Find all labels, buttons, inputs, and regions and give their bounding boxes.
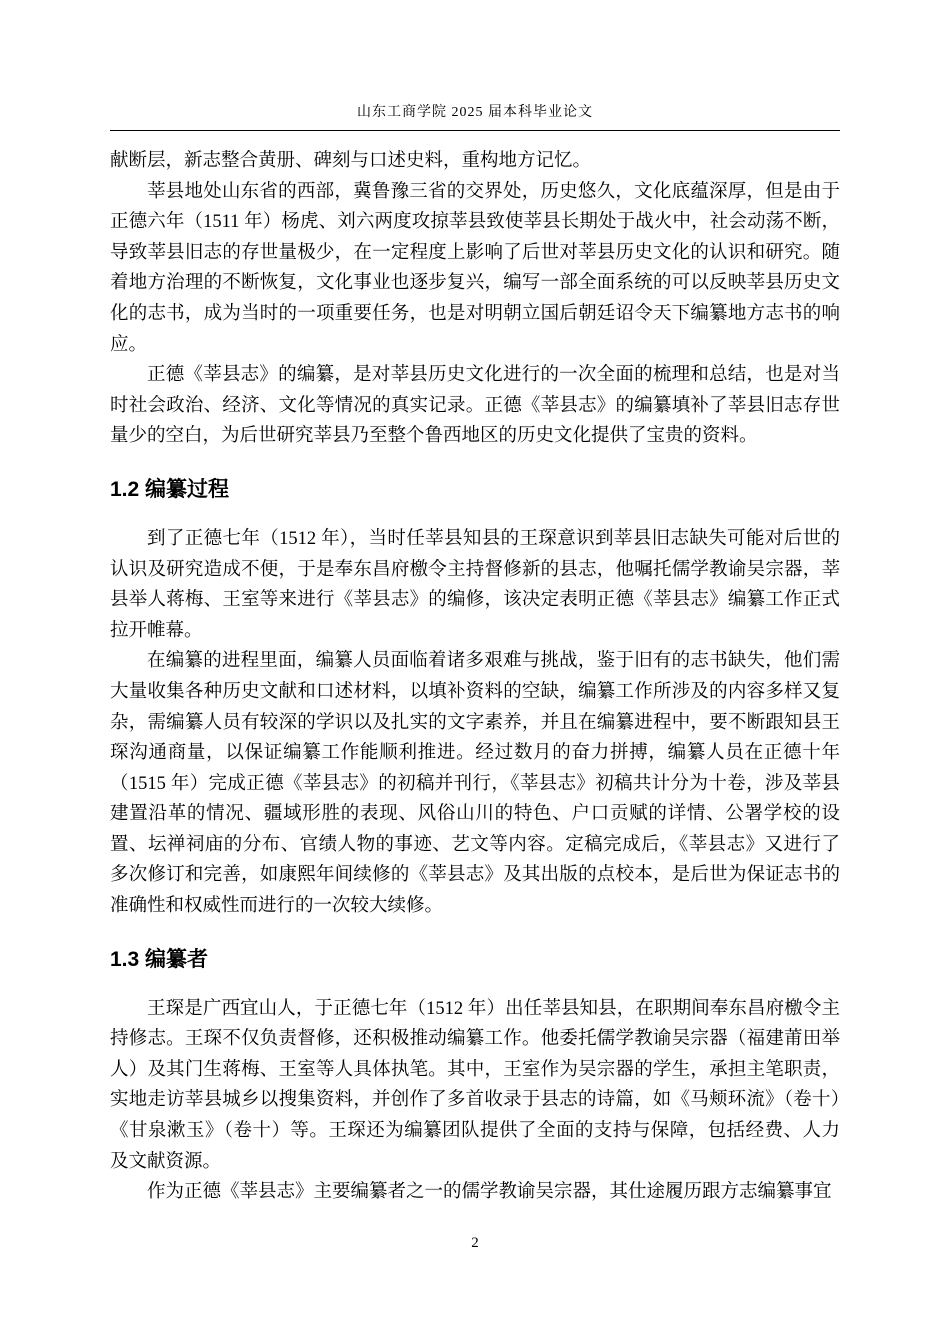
header-title: 山东工商学院 2025 届本科毕业论文 — [357, 105, 593, 120]
page-footer — [0, 1235, 950, 1252]
paragraph: 正德《莘县志》的编纂，是对莘县历史文化进行的一次全面的梳理和总结，也是对当时社会政治、经济、文化等情况的真实记录。正德《莘县志》的编纂填补了莘县旧志存世量少的空白，为后世研究莘县乃至整个鲁西地区的历史文化提供了宝贵的资料。 — [110, 365, 840, 447]
page-number: 2 — [471, 1235, 479, 1251]
page-header — [110, 101, 840, 131]
document-body — [110, 146, 840, 1208]
paragraph: 献断层，新志整合黄册、碑刻与口述史料，重构地方记忆。 — [110, 151, 592, 171]
paragraph: 莘县地处山东省的西部，冀鲁豫三省的交界处，历史悠久，文化底蕴深厚，但是由于正德六年（1511 年）杨虎、刘六两度攻掠莘县致使莘县长期处于战火中，社会动荡不断，导致莘县旧志的存世量极少，在一定程度上影响了后世对莘县历史文化的认识和研究。随着地方治理的不断恢复，文化事业也逐步复兴，编写一部全面系统的可以反映莘县历史文化的志书，成为当时的一项重要任务，也是对明朝立国后朝廷诏令天下编纂地方志书的响应。 — [110, 181, 840, 355]
paragraph: 王琛是广西宜山人，于正德七年（1512 年）出任莘县知县，在职期间奉东昌府檄令主持修志。王琛不仅负责督修，还积极推动编纂工作。他委托儒学教谕吴宗器（福建莆田举人）及其门生蒋梅、王室等人具体执笔。其中，王室作为吴宗器的学生，承担主笔职责，实地走访莘县城乡以搜集资料，并创作了多首收录于县志的诗篇，如《马颊环流》（卷十）《甘泉漱玉》（卷十）等。王琛还为编纂团队提供了全面的支持与保障，包括经费、人力及文献资源。 — [110, 998, 840, 1172]
section-heading: 1.2 编纂过程 — [110, 477, 230, 501]
paragraph: 作为正德《莘县志》主要编纂者之一的儒学教谕吴宗器，其仕途履历跟方志编纂事宜 — [147, 1182, 832, 1203]
paragraph: 在编纂的进程里面，编纂人员面临着诸多艰难与挑战，鉴于旧有的志书缺失，他们需大量收集各种历史文献和口述材料，以填补资料的空缺，编纂工作所涉及的内容多样又复杂，需编纂人员有较深的学识以及扎实的文字素养，并且在编纂进程中，要不断跟知县王琛沟通商量，以保证编纂工作能顺利推进。经过数月的奋力拼搏，编纂人员在正德十年（1515 年）完成正德《莘县志》的初稿并刊行，《莘县志》初稿共计分为十卷，涉及莘县建置沿革的情况、疆域形胜的表现、风俗山川的特色、户口贡赋的详情、公署学校的设置、坛禅祠庙的分布、官绩人物的事迹、艺文等内容。定稿完成后，《莘县志》又进行了多次修订和完善，如康熙年间续修的《莘县志》及其出版的点校本，是后世为保证志书的准确性和权威性而进行的一次较大续修。 — [110, 651, 840, 917]
section-heading: 1.3 编纂者 — [110, 947, 209, 971]
paragraph: 到了正德七年（1512 年），当时任莘县知县的王琛意识到莘县旧志缺失可能对后世的认识及研究造成不便，于是奉东昌府檄令主持督修新的县志，他嘱托儒学教谕吴宗器，莘县举人蒋梅、王室等来进行《莘县志》的编修，该决定表明正德《莘县志》编纂工作正式拉开帷幕。 — [110, 528, 840, 641]
